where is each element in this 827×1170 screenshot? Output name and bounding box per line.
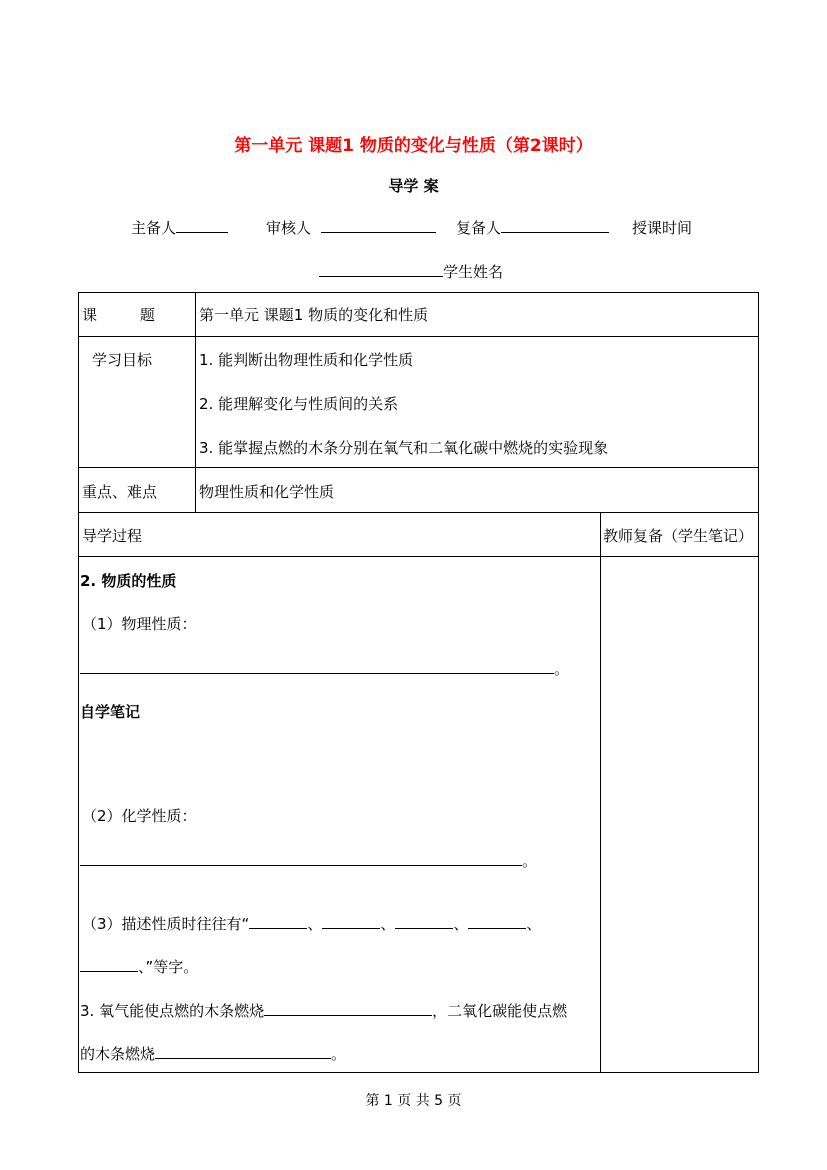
- preparer-label: 主备人: [131, 219, 177, 237]
- topic-label: 课 题: [82, 306, 155, 324]
- co-preparer-blank[interactable]: [501, 218, 609, 233]
- physical-answer: [80, 658, 569, 679]
- keypoints-value: 物理性质和化学性质: [199, 483, 335, 501]
- page-number: 第 1 页 共 5 页: [365, 1093, 462, 1109]
- table-border: [78, 292, 79, 1073]
- physical-label: （1）物理性质：: [82, 615, 197, 633]
- table-border: [78, 336, 759, 337]
- section2-heading: 2. 物质的性质: [80, 572, 177, 590]
- separator: 、: [380, 915, 396, 933]
- table-border: [78, 512, 759, 513]
- physical-blank[interactable]: [80, 659, 554, 674]
- notes-header: 教师复备（学生笔记）: [603, 527, 754, 545]
- table-border: [78, 556, 759, 557]
- separator: 、: [138, 958, 146, 976]
- page-title: 第一单元 课题1 物质的变化与性质（第2课时）: [234, 136, 593, 156]
- co2-line: [80, 1043, 346, 1064]
- preparer-field: [131, 217, 228, 238]
- objectives-label: 学习目标: [92, 351, 153, 369]
- describe-prefix: （3）描述性质时往往有“: [82, 915, 250, 933]
- self-study-heading: 自学笔记: [80, 703, 141, 721]
- period: 。: [522, 852, 538, 870]
- process-header: 导学过程: [82, 527, 143, 545]
- describe-blank[interactable]: [249, 914, 307, 929]
- oxygen-line: [80, 1000, 567, 1021]
- co2-line2-prefix: 的木条燃烧: [80, 1045, 156, 1063]
- topic-value: 第一单元 课题1 物质的变化和性质: [199, 306, 429, 324]
- objective-item: 2. 能理解变化与性质间的关系: [199, 395, 399, 413]
- oxygen-prefix: 3. 氧气能使点燃的木条燃烧: [80, 1002, 265, 1020]
- co2-blank[interactable]: [155, 1044, 331, 1059]
- student-name-blank[interactable]: [319, 262, 443, 277]
- table-border: [600, 512, 601, 1073]
- lecture-time-label: 授课时间: [632, 219, 693, 237]
- separator: 、: [526, 915, 542, 933]
- student-name-label: 学生姓名: [443, 263, 504, 281]
- co-preparer-field: [456, 217, 609, 238]
- period: 。: [554, 660, 570, 678]
- describe-line: [82, 913, 541, 934]
- describe-blank[interactable]: [80, 957, 138, 972]
- reviewer-blank[interactable]: [321, 218, 436, 233]
- table-border: [78, 292, 759, 293]
- table-border: [758, 292, 759, 1073]
- page-subtitle: 导学 案: [388, 177, 439, 195]
- describe-blank[interactable]: [395, 914, 453, 929]
- table-border: [195, 292, 196, 512]
- chemical-label: （2）化学性质：: [82, 807, 197, 825]
- oxygen-blank[interactable]: [264, 1001, 432, 1016]
- reviewer-field: [266, 217, 436, 238]
- describe-blank[interactable]: [322, 914, 380, 929]
- table-border: [78, 1072, 759, 1073]
- separator: 、: [307, 915, 323, 933]
- student-name-field: [319, 261, 503, 282]
- co-preparer-label: 复备人: [456, 219, 502, 237]
- chemical-answer: [80, 850, 537, 871]
- objective-item: 3. 能掌握点燃的木条分别在氧气和二氧化碳中燃烧的实验现象: [199, 439, 609, 457]
- chemical-blank[interactable]: [80, 851, 522, 866]
- table-border: [78, 467, 759, 468]
- describe-line-2: [80, 956, 198, 977]
- objective-item: 1. 能判断出物理性质和化学性质: [199, 351, 414, 369]
- co2-middle: ，二氧化碳能使点燃: [432, 1002, 568, 1020]
- preparer-blank[interactable]: [176, 218, 228, 233]
- keypoints-label: 重点、难点: [82, 483, 158, 501]
- period: 。: [331, 1045, 347, 1063]
- separator: 、: [453, 915, 469, 933]
- describe-suffix: ”等字。: [145, 958, 199, 976]
- reviewer-label: 审核人: [266, 219, 312, 237]
- describe-blank[interactable]: [468, 914, 526, 929]
